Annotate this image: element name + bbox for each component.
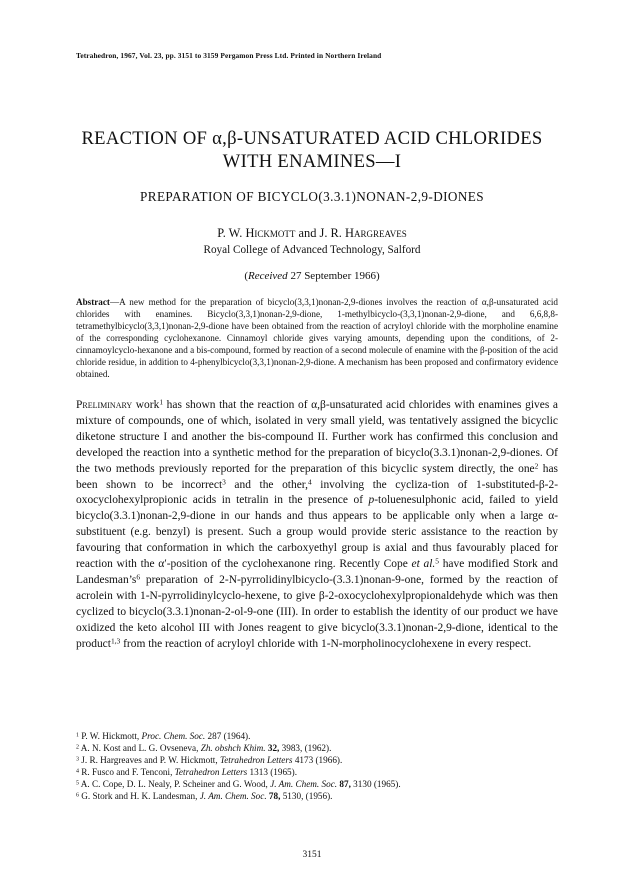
abstract-text: —A new method for the preparation of bicyclo(3,3,1)nonan-2,9-diones involves the reaction of α,β-unsaturated acid chlorides with enamines. Bicyclo(3,3,1)nonan-2,9-dione, 1-methylbicyclo-(3,3,1)nonan-2,9-dione, and 6,6,8,8-tetramethylbicyclo(3,3,1)nonan-2,9-dione have been obtained from the reaction of acryloyl chloride with the morpholine enamine of the corresponding cyclohexanone. Cinnamoyl chloride gives varying amounts, depending upon the conditions, of 2-cinnamoylcyclo-hexanone and a bis-compound, formed by reaction of a second molecule of enamine with the β-position of the acid chloride residue, in addition to 4-phenylbicyclo(3,3,1)nonan-2,9-dione. A mechanism has been proposed and confirmatory evidence obtained.: [76, 297, 558, 380]
body-segment: and the other,: [225, 478, 308, 491]
footnote-journal: J. Am. Chem. Soc.: [199, 790, 267, 801]
body-text: [76, 398, 558, 653]
footnote-journal: J. Am. Chem. Soc.: [270, 778, 338, 789]
body-paragraph: [76, 398, 558, 653]
received-label: Received: [248, 270, 288, 282]
reference-marker: 1: [159, 397, 164, 407]
footnote-authors: R. Fusco and F. Tenconi,: [78, 766, 175, 777]
body-segment: work: [132, 399, 160, 411]
footnote-volume: 32,: [265, 742, 280, 753]
author-line: [60, 226, 564, 241]
footnote-pages: 1313 (1965).: [247, 766, 298, 777]
abstract: [76, 296, 558, 380]
body-segment: involving the cycliza-tion of 1-substituted-β-2-oxocyclohexylpropionic acids in tetralin in the presence of: [76, 478, 558, 507]
author-1-initials: P. W.: [217, 226, 243, 240]
footnote-journal: Proc. Chem. Soc.: [141, 731, 206, 741]
footnote-number: 2: [76, 744, 79, 751]
body-segment: has shown that the reaction of α,β-unsaturated acid chlorides with enamines gives a mixture of compounds, one of which, isolated in very small yield, was tentatively assigned the bicyclic diketone structure I and another the bis-compound II. Further work has confirmed this conclusion and developed the reaction into a synthetic method for the preparation of bicyclo(3.3.1)nonan-2,9-diones. Of the two methods previously reported for the preparation of this bicyclic system directly, the one: [76, 399, 559, 475]
footnote-journal: Tetrahedron Letters: [174, 766, 248, 777]
footnote-number: 4: [76, 768, 79, 775]
italic-p: p: [368, 494, 375, 507]
footnote-number: 5: [76, 779, 79, 786]
footnote-pages: 5130, (1956).: [280, 790, 333, 801]
body-segment: has been shown to be incorrect: [76, 462, 558, 491]
affiliation: Royal College of Advanced Technology, Salford: [203, 244, 421, 256]
footnote-pages: 3130 (1965).: [350, 778, 401, 789]
author-1-surname: Hickmott: [245, 226, 296, 240]
footnote-authors: A. N. Kost and L. G. Ovseneva,: [78, 742, 201, 753]
author-joiner: and: [298, 226, 317, 240]
received-date: 27 September 1966: [290, 270, 376, 282]
body-segment: preparation of 2-N-pyrrolidinylbicyclo-(3.3.1)nonan-9-one, formed by the reaction of acrolein with 1-N-pyrrolidinylcyclo-hexene, to give β-2-oxocyclohexylpropionaldehyde which was then cyclized to bicyclo(3.3.1)nonan-2-ol-9-one (III). In order to establish the identity of our product we have oxidized the keto alcohol III with Jones reagent to give bicyclo(3.3.1)nonan-2,9-dione, identical to the product: [76, 573, 558, 650]
journal-citation-line: Tetrahedron, 1967, Vol. 23, pp. 3151 to 3159 Pergamon Press Ltd. Printed in Northern Ireland: [76, 51, 382, 60]
footnote-authors: G. Stork and H. K. Landesman,: [78, 790, 200, 801]
received-date-line: [60, 270, 564, 282]
body-segment: from the reaction of acryloyl chloride with 1-N-morpholinocyclohexene in every respect.: [120, 637, 532, 650]
author-2-surname: Hargreaves: [345, 226, 407, 240]
footnotes: [76, 731, 558, 802]
received-open-paren: (: [244, 270, 248, 282]
received-close-paren: ): [375, 270, 380, 282]
reference-marker: 3: [222, 477, 226, 487]
body-segment: have modified Stork and Landesman’s: [76, 558, 558, 586]
body-segment: -toluenesulphonic acid, failed to yield bicyclo(3.3.1)nonan-2,9-dione in our hands and thus appears to be applicable only when a large α-substituent (e.g. benzyl) is present. Such a group would provide steric assistance to the reaction by favouring that conformation in which the carboxyethyl group is axial and thus favourably placed for reaction with the α′-position of the cyclohexanone ring. Recently Cope: [76, 494, 558, 571]
footnote: [76, 767, 558, 779]
footnote: [76, 731, 558, 743]
author-2-initials: J. R.: [319, 226, 342, 240]
article-subtitle: PREPARATION OF BICYCLO(3.3.1)NONAN-2,9-DIONES: [140, 189, 484, 204]
page-number: 3151: [302, 850, 322, 860]
reference-marker: 5: [435, 556, 439, 566]
italic-et-al: et al.: [411, 558, 436, 571]
footnote-authors: J. R. Hargreaves and P. W. Hickmott,: [78, 754, 220, 765]
reference-marker: 1,3: [110, 636, 121, 646]
reference-marker: 6: [136, 572, 141, 582]
footnote-volume: 87,: [337, 778, 351, 789]
article-title: REACTION OF α,β-UNSATURATED ACID CHLORIDES WITH ENAMINES—I: [81, 128, 543, 172]
footnote-pages: 287 (1964).: [205, 731, 251, 741]
footnote: [76, 779, 558, 791]
footnote-volume: 78,: [266, 790, 281, 801]
body-lead-word: Preliminary: [76, 399, 133, 411]
footnote-journal: Tetrahedron Letters: [219, 754, 293, 765]
reference-marker: 4: [307, 477, 312, 487]
footnote: [76, 791, 558, 803]
footnote: [76, 743, 558, 755]
footnote-pages: 4173 (1966).: [292, 754, 343, 765]
abstract-label: Abstract: [76, 297, 110, 307]
footnote-number: 1: [76, 732, 79, 739]
footnote-authors: P. W. Hickmott,: [78, 731, 142, 741]
footnote-authors: A. C. Cope, D. L. Nealy, P. Scheiner and G. Wood,: [78, 778, 271, 789]
footnote-pages: 3983, (1962).: [279, 742, 332, 753]
footnote-journal: Zh. obshch Khim.: [200, 742, 266, 753]
footnote-number: 3: [76, 756, 79, 763]
footnote: [76, 755, 558, 767]
reference-marker: 2: [534, 461, 539, 471]
footnote-number: 6: [76, 791, 79, 798]
